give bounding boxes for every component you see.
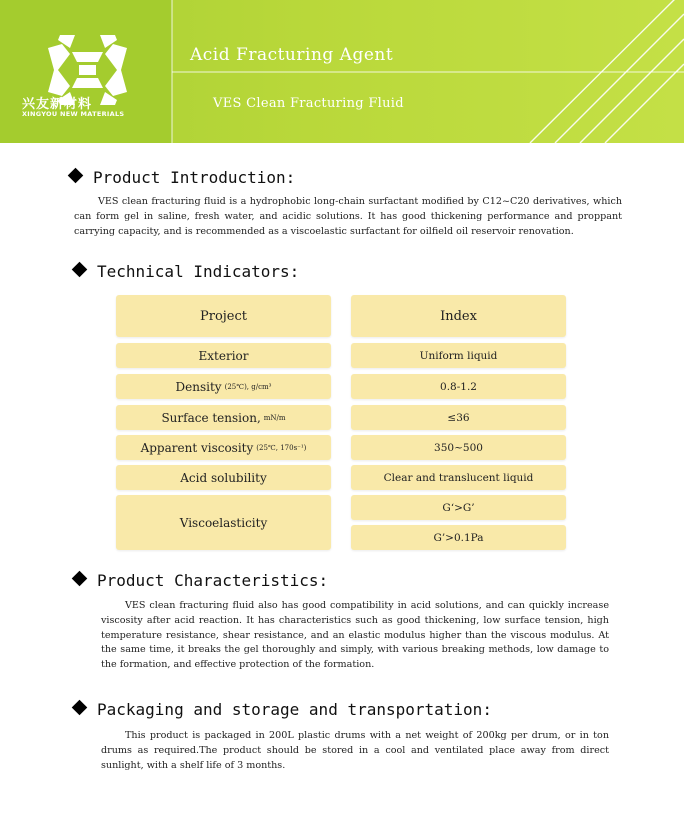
characteristics-heading: Product Characteristics: (74, 571, 328, 590)
diamond-bullet-icon (68, 168, 84, 184)
diamond-bullet-icon (72, 700, 88, 716)
table-header-index: Index (351, 295, 566, 337)
intro-heading: Product Introduction: (70, 168, 295, 187)
intro-paragraph: VES clean fracturing fluid is a hydrophobic long-chain surfactant modified by C12~C20 derivatives, which can form gel in saline, fresh water, and acidic solutions. It has good thickening performance and proppant carrying capacity, and is recommended as a viscoelastic surfactant for oilfield oil reservoir renovation. (74, 196, 622, 237)
table-row-surface-tension-index: ≤36 (351, 405, 566, 430)
page-subtitle: VES Clean Fracturing Fluid (213, 96, 404, 111)
page-title: Acid Fracturing Agent (190, 45, 394, 65)
table-row-acid-solubility-project: Acid solubility (116, 465, 331, 490)
characteristics-paragraph: VES clean fracturing fluid also has good compatibility in acid solutions, and can quickly increase viscosity after acid reaction. It has characteristics such as good thickening, low surface tension, high temperature resistance, shear resistance, and an elastic modulus higher than the viscous modulus. At the same time, it breaks the gel thoroughly and simply, with various breaking methods, low damage to the formation, and effective protection of the formation. (101, 600, 609, 671)
table-row-viscoelasticity-project: Viscoelasticity (116, 495, 331, 550)
header-banner (0, 0, 684, 143)
diamond-bullet-icon (72, 571, 88, 587)
table-row-density-project: Density (25℃), g/cm³ (116, 374, 331, 399)
table-row-exterior-index: Uniform liquid (351, 343, 566, 368)
table-row-density-index: 0.8-1.2 (351, 374, 566, 399)
packaging-paragraph: This product is packaged in 200L plastic drums with a net weight of 200kg per drum, or in ton drums as required.The product should be stored in a cool and ventilated place away from direct sunlight, with a shelf life of 3 months. (101, 730, 609, 771)
table-row-surface-tension-project: Surface tension, mN/m (116, 405, 331, 430)
table-row-viscoelasticity-index-2: G’>0.1Pa (351, 525, 566, 550)
logo-english-text: XINGYOU NEW MATERIALS (22, 110, 125, 118)
technical-heading: Technical Indicators: (74, 262, 299, 281)
diamond-bullet-icon (72, 262, 88, 278)
table-row-exterior-project: Exterior (116, 343, 331, 368)
table-header-project: Project (116, 295, 331, 337)
table-row-acid-solubility-index: Clear and translucent liquid (351, 465, 566, 490)
packaging-heading: Packaging and storage and transportation: (74, 700, 492, 719)
logo-chinese-text: 兴友新材料 (22, 97, 93, 112)
table-row-viscosity-index: 350~500 (351, 435, 566, 460)
table-row-viscoelasticity-index-1: G‘>G’ (351, 495, 566, 520)
table-row-viscosity-project: Apparent viscosity (25℃, 170s⁻¹) (116, 435, 331, 460)
